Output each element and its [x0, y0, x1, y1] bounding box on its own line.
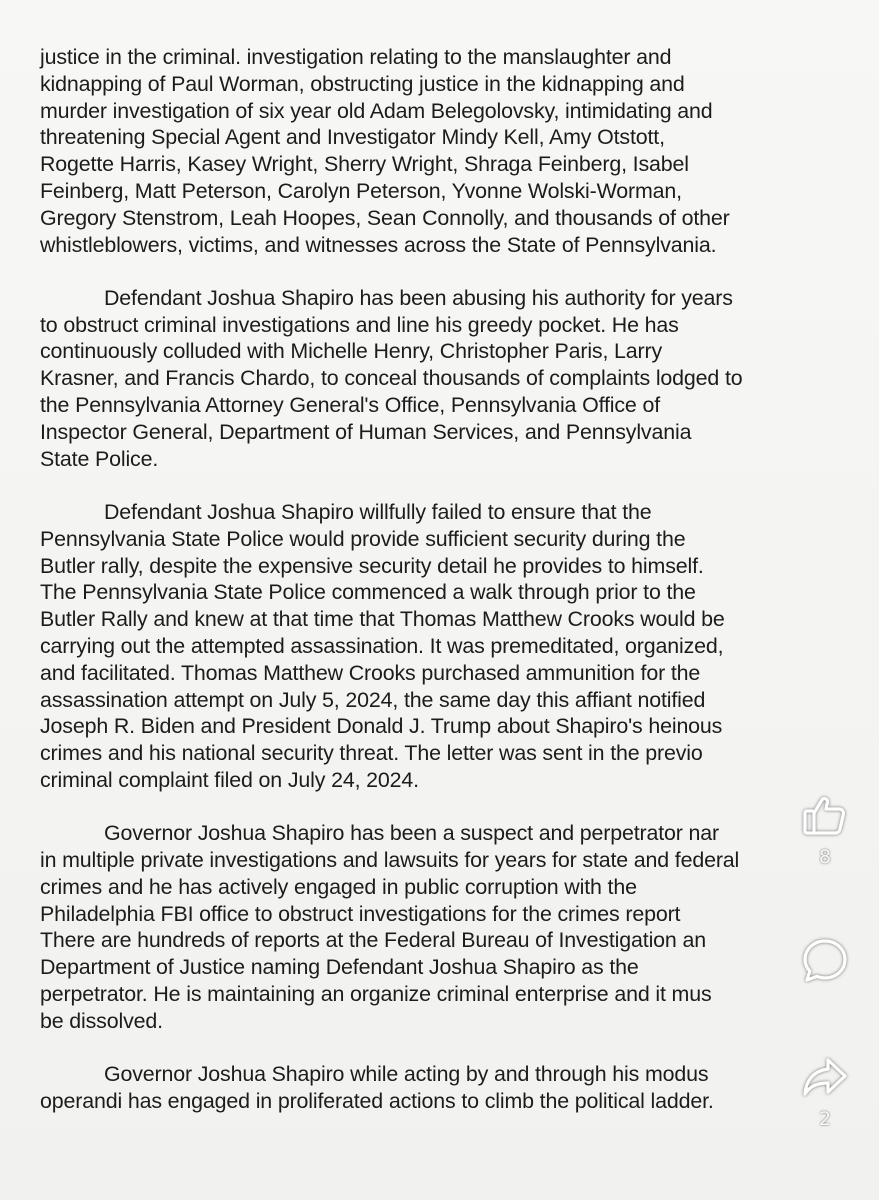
text-line: and facilitated. Thomas Matthew Crooks purchased ammunition for the [40, 660, 701, 685]
text-line: perpetrator. He is maintaining an organize criminal enterprise and it mus [40, 982, 712, 1006]
text-line: Philadelphia FBI office to obstruct investigations for the crimes report [40, 901, 681, 926]
text-line: justice in the criminal. investigation relating to the manslaughter and [40, 45, 672, 69]
text-line: Rogette Harris, Kasey Wright, Sherry Wright, Shraga Feinberg, Isabel [40, 152, 689, 177]
text-line [40, 499, 855, 526]
text-line: Joseph R. Biden and President Donald J. Trump about Shapiro's heinous [40, 714, 723, 739]
paragraph-1 [40, 44, 855, 258]
text-line: State Police. [40, 446, 159, 471]
text-line: be dissolved. [40, 1008, 163, 1033]
text-line: Feinberg, Matt Peterson, Carolyn Peterson, Yvonne Wolski-Worman, [40, 178, 682, 203]
text-line-content: Defendant Joshua Shapiro willfully failed to ensure that the [104, 499, 652, 524]
text-line: There are hundreds of reports at the Federal Bureau of Investigation an [40, 928, 706, 953]
like-count: 8 [818, 846, 832, 868]
text-line: Krasner, and Francis Chardo, to conceal thousands of complaints lodged to [40, 366, 743, 391]
text-line: Butler Rally and knew at that time that Thomas Matthew Crooks would be [40, 607, 725, 632]
text-line: Pennsylvania State Police would provide sufficient security during the [40, 526, 686, 551]
share-icon[interactable] [796, 1048, 854, 1106]
text-line [40, 1061, 855, 1088]
share-action [793, 1048, 857, 1130]
thumbs-up-icon[interactable] [796, 786, 854, 844]
text-line: whistleblowers, victims, and witnesses across the State of Pennsylvania. [40, 232, 717, 257]
text-line: assassination attempt on July 5, 2024, the same day this affiant notified [40, 687, 706, 712]
paragraph-2 [40, 285, 855, 473]
text-line: murder investigation of six year old Adam Belegolovsky, intimidating and [40, 98, 713, 123]
text-line: operandi has engaged in proliferated actions to climb the political ladder. [40, 1088, 714, 1113]
like-action [793, 786, 857, 868]
paragraph-5 [40, 1061, 855, 1115]
text-line: carrying out the attempted assassination. It was premeditated, organized, [40, 633, 724, 658]
comment-icon[interactable] [796, 932, 854, 990]
paragraph-4 [40, 820, 855, 1034]
text-line: kidnapping of Paul Worman, obstructing justice in the kidnapping and [40, 71, 685, 96]
text-line: The Pennsylvania State Police commenced a walk through prior to the [40, 580, 696, 605]
comment-action [793, 932, 857, 990]
text-line: the Pennsylvania Attorney General's Office, Pennsylvania Office of [40, 393, 661, 418]
paragraph-3 [40, 499, 855, 794]
text-line-content: Defendant Joshua Shapiro has been abusing his authority for years [104, 285, 733, 310]
text-line: to obstruct criminal investigations and line his greedy pocket. He has [40, 312, 679, 337]
text-line: crimes and his national security threat. The letter was sent in the previo [40, 741, 703, 766]
text-line: Inspector General, Department of Human Services, and Pennsylvania [40, 419, 692, 444]
text-line: Gregory Stenstrom, Leah Hoopes, Sean Connolly, and thousands of other [40, 205, 730, 230]
text-line: crimes and he has actively engaged in public corruption with the [40, 874, 637, 899]
text-line: continuously colluded with Michelle Henry, Christopher Paris, Larry [40, 339, 663, 364]
text-line-content: Governor Joshua Shapiro has been a suspect and perpetrator nar [104, 821, 719, 846]
text-line-content: Governor Joshua Shapiro while acting by and through his modus [104, 1062, 709, 1087]
text-line [40, 285, 855, 312]
text-line: Butler rally, despite the expensive security detail he provides to himself. [40, 553, 704, 578]
text-line: in multiple private investigations and lawsuits for years for state and federal [40, 848, 740, 873]
text-line: criminal complaint filed on July 24, 2024. [40, 767, 419, 792]
document-body [40, 44, 855, 1115]
text-line: Department of Justice naming Defendant Joshua Shapiro as the [40, 955, 639, 980]
share-count: 2 [818, 1108, 832, 1130]
text-line [40, 820, 855, 847]
text-line: threatening Special Agent and Investigator Mindy Kell, Amy Otstott, [40, 125, 665, 150]
